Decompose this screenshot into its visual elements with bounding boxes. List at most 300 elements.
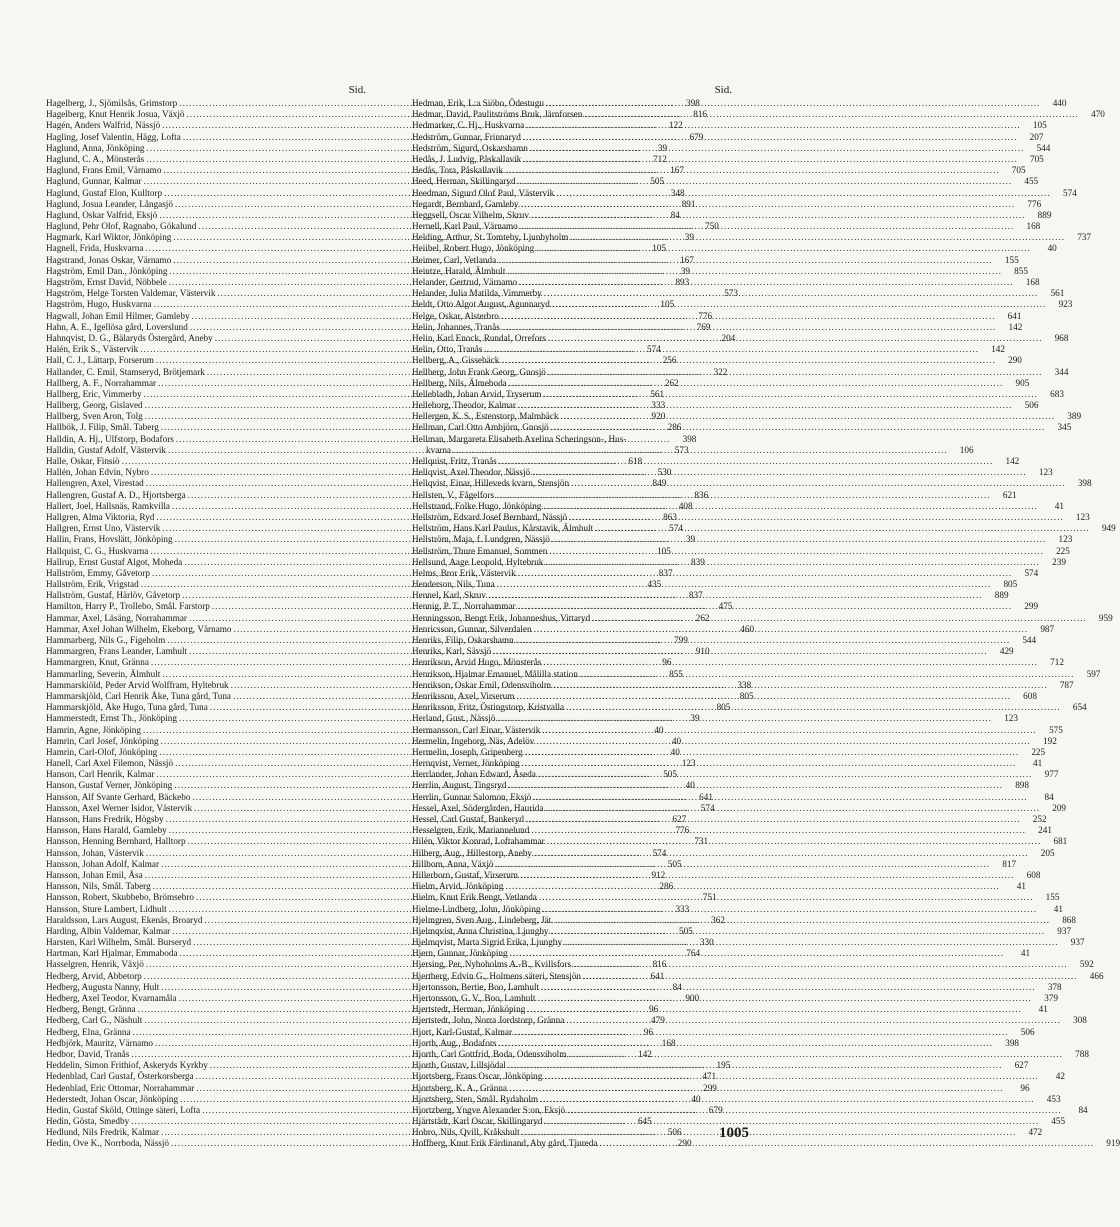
entry-name: Helin, Johannes, Tranås [412,321,500,332]
entry-name: Hedlund, Nils Fredrik, Kalmar [46,1127,160,1138]
entry-name: Haglund, Gustaf Elon, Kulltorp [46,187,163,198]
index-entry [412,1037,1019,1049]
entry-page: 679 [689,131,704,142]
leader-dots [521,154,1020,165]
entry-page: 84 [672,981,682,992]
entry-page: 344 [1054,366,1069,377]
entry-page: 262 [664,377,679,388]
entry-page: 574 [652,847,667,858]
entry-page: 41 [1016,881,1026,892]
leader-dots [517,277,1016,288]
entry-name: Henderson, Nils, Tuna [412,579,495,590]
entry-name: Hammarberg, Nils G., Figeholm [46,635,166,645]
leader-dots [578,669,1077,680]
entry-name: Harsten, Karl Wilhelm, Smål. Burseryd [46,937,192,948]
entry-page: 731 [694,836,709,847]
entry-page: 168 [1026,221,1041,232]
entry-page: 574 [1024,567,1039,578]
entry-page: 39 [680,265,691,276]
leader-dots [598,1138,1097,1149]
entry-name: Hallin, Frans, Hovslätt, Jönköping [46,534,173,545]
leader-dots [543,1116,1042,1127]
entry-name: Hansson, Henning Bernhard, Halltorp [46,836,186,847]
leader-dots [539,982,1038,993]
leader-dots [516,400,1015,411]
entry-name: Henrikson, Arvid Hugo, Mönsterås [412,657,542,668]
entry-name: Haglund, Gunnar, Kalmar [46,176,142,187]
entry-page: 440 [1052,98,1067,108]
index-entry [412,478,1092,489]
leader-dots [532,624,1031,635]
entry-name: Hallström, Emmy, Gåvetorp [46,567,151,578]
index-entry [412,903,1063,915]
entry-name: Hallberg, Sven Aron, Tolg [46,411,143,422]
entry-name: Hedenblad, Eric Ottomar, Norrahammar [46,1082,195,1093]
entry-page: 460 [740,623,755,634]
index-entry [412,511,1090,523]
entry-name: Hagström, Hugo, Huskvarna [46,299,152,310]
entry-page: 751 [702,892,717,903]
entry-name: Haglund, Josua Leander, Långasjö [46,198,173,209]
entry-name: Hjortsberg, Frans Oscar, Jönköping [412,1071,543,1082]
entry-name: Hennel, Karl, Skruv [412,590,486,601]
entry-name: Heintze, Harald, Älmhult [412,265,506,276]
entry-name: Heedman, Sigurd Olof Paul, Västervik [412,187,555,198]
entry-name: Hjelmqvist, Marta Sigrid Erika, Ljungby [412,937,563,948]
entry-name: Hansson, Johan Adolf, Kalmar [46,858,160,869]
entry-name: Henriks, Filip, Oskarshamn [412,635,514,645]
entry-name: Hagström, Emil Dan., Jönköping [46,265,168,276]
entry-name: Henningsson, Bengt Erik, Johanneshus, Vittaryd [412,612,591,623]
entry-name: Helin, Karl Enock, Rundal, Orrefors [412,332,546,343]
leader-dots [491,646,990,657]
leader-dots [506,780,1005,791]
entry-page: 681 [1053,836,1068,847]
entry-page: 41 [1054,500,1064,511]
entry-name: Hallquist, C. G., Huskvarna [46,545,149,556]
entry-page: 123 [1004,713,1018,724]
leader-dots [551,680,1050,691]
entry-page: 893 [675,277,690,287]
entry-name: Hillerborn, Gustaf, Virserum [412,869,518,880]
index-entry [412,467,1053,478]
entry-page: 641 [699,791,713,802]
entry-page: 799 [674,635,688,645]
entry-name: Hartman, Karl Hjalmar, Emmaboda [46,948,178,959]
entry-name: Hamrin, Agne, Jönköping [46,724,141,735]
index-entry [412,221,1041,232]
leader-dots [553,915,1052,926]
entry-name: Helander, Julia Matilda, Vimmerby [412,288,542,299]
entry-page: 574 [646,344,661,355]
entry-page: 286 [659,881,674,892]
entry-name: Hallgren, Ernst Uno, Västervik [46,523,161,534]
entry-name: Hermelin, Joseph, Gripenberg [412,746,523,757]
entry-name: Hagström, Helge Torsten Valdemar, Västervik [46,288,216,299]
entry-page: 40 [1047,243,1057,254]
entry-name: Heed, Herman, Skillingaryd [412,176,516,187]
leader-dots [547,546,1046,557]
entry-name: Hedman, Erik, L:a Siöbo, Ödestugu [412,98,544,108]
entry-name: Hansson, Johan, Västervik [46,847,144,858]
entry-page: 574 [700,802,715,813]
entry-page: 891 [681,198,696,209]
entry-page: 205 [1040,847,1055,858]
entry-name: Hammar, Axel Johan Wilhelm, Ekeborg, Värnamo [46,623,232,634]
leader-dots [543,803,1042,814]
entry-name: Heggsell, Oscar Vilhelm, Skruv [412,209,529,220]
entry-name: Hansson, Nils, Smål. Taberg [46,881,151,892]
index-entry [412,1048,1089,1060]
entry-page: 920 [651,411,666,422]
entry-page: 618 [628,456,643,466]
entry-page: 816 [652,959,667,970]
entry-page: 898 [1015,780,1029,791]
leader-dots [550,534,1049,545]
index-entry [412,646,1014,657]
index-entry [412,758,1043,769]
entry-name: Hjort, Karl-Gustaf, Kalmar [412,1026,513,1037]
index-entry [412,814,1047,825]
entry-page: 239 [1052,556,1066,567]
index-entry [412,769,1059,780]
entry-page: 123 [1075,511,1090,522]
entry-name: Hedström, Sigurd, Oskarshamn [412,142,528,153]
leader-dots [546,333,1045,344]
entry-page: 105 [660,299,675,310]
entry-page: 398 [686,98,700,108]
entry-page: 362 [711,914,725,925]
entry-page: 96 [662,657,672,668]
entry-name: Hjortzberg, Yngve Alexander S:on, Eksjö [412,1104,566,1115]
entry-name: Hagstrand, Jonas Oskar, Värnamo [46,254,172,265]
leader-dots [482,344,981,355]
leader-dots [549,926,1048,937]
entry-name: Hermelin, Ingeborg, Näs, Adelöv [412,735,535,746]
entry-page: 574 [669,523,683,534]
leader-dots [559,411,1058,422]
right-column-header: Sid. [714,84,732,96]
entry-name: Hallberg, Georg, Gislaved [46,400,143,411]
entry-name: Henricsson, Gunnar, Silverdalen [412,623,532,634]
leader-dots [512,1027,1011,1038]
entry-page: 837 [658,567,673,578]
entry-name: Hanell, Carl Axel Filemon, Nässjö [46,758,174,769]
entry-name: Helms, Bror Erik, Västervik [412,567,516,578]
entry-page: 40 [654,724,664,735]
entry-name: Hallrup, Ernst Gustaf Algot, Moheda [46,556,183,567]
entry-page: 923 [1058,299,1073,310]
index-entry [412,321,1023,333]
entry-name: Herland, Gust., Nässjö [412,713,496,724]
entry-page: 937 [1057,925,1072,936]
leader-dots [525,1004,1024,1015]
index-entry [412,299,1073,310]
entry-name: Hansson, Alf Svante Gerhard, Bäckebo [46,791,191,802]
entry-page: 750 [705,221,719,232]
index-entry [412,612,1113,624]
leader-dots [531,792,1030,803]
entry-name: Hedberg, Bengt, Gränna [46,1004,136,1015]
index-entry [412,198,1042,210]
entry-name: Hernell, Karl Paul, Värnamo [412,221,518,232]
index-entry [412,1071,1065,1082]
entry-page: 506 [1024,400,1039,411]
entry-page: 435 [647,579,662,590]
index-entry [412,153,1044,165]
leader-dots [571,959,1070,970]
entry-name: Heddelin, Simon Frithiof, Askeryds Kyrkby [46,1060,208,1071]
entry-page: 705 [1011,165,1026,176]
entry-page: 398 [1077,478,1092,489]
leader-dots [545,836,1044,847]
entry-page: 641 [1007,310,1022,321]
entry-name: Hallander, C. Emil, Stamseryd, Brötjemark [46,366,205,377]
entry-page: 398 [1005,1037,1019,1048]
index-entry [412,937,1085,948]
entry-page: 39 [684,232,694,243]
entry-name: Hessel, Axel, Södergården, Haurida [412,802,544,813]
index-entry [412,724,1063,736]
leader-dots [542,288,1041,299]
entry-name: Hedberg, Elna, Gränna [46,1026,131,1037]
entry-page: 608 [1026,869,1041,880]
entry-page: 41 [1053,903,1063,914]
entry-name: Helge, Oskar, Alsterbro [412,310,499,321]
entry-name: Hedås, Tora, Påskallavik [412,165,504,176]
entry-page: 252 [1032,814,1047,824]
index-entry [412,959,1094,970]
leader-dots [507,378,1006,389]
entry-name: Hilén, Viktor Konrad, Loftahammar [412,836,545,847]
leader-dots [514,635,1013,646]
entry-page: 816 [693,109,707,120]
entry-name: Hedberg, Axel Teodor, Kvarnamåla [46,993,177,1003]
entry-page: 472 [1028,1127,1043,1138]
entry-name: Hedin, Gustaf Sköld, Ottinge säteri, Lofta [46,1104,201,1115]
entry-name: Hellström, Maja, f. Lundgren, Nässjö [412,534,550,545]
entry-page: 889 [1037,209,1052,220]
entry-name: Hedenblad, Carl Gustaf, Österkorsberga [46,1071,194,1082]
leader-dots [495,579,994,590]
leader-dots [519,199,1018,210]
entry-name: Hammarling, Severin, Älmhult [46,668,161,679]
entry-page: 475 [718,601,733,612]
entry-page: 398 [682,433,697,444]
entry-page: 225 [1031,746,1046,757]
leader-dots [529,210,1028,221]
entry-name: Hammargren, Knut, Gränna [46,657,149,668]
entry-page: 168 [1025,277,1040,287]
index-entry [412,601,1039,612]
entry-page: 959 [1098,612,1113,623]
index-entry [412,254,1019,266]
entry-name: Hallström, Gustaf, Härlöv, Gåvetorp [46,590,181,601]
entry-name: Hederstedt, Johan Oscar, Jönköping [46,1093,179,1104]
entry-page: 105 [1032,120,1047,131]
index-entry [412,120,1047,131]
entry-page: 905 [1015,377,1030,388]
entry-page: 608 [1023,690,1037,701]
entry-name: Hedberg, Arvid, Abbetorp [46,970,142,981]
entry-page: 96 [648,1004,659,1015]
entry-page: 575 [1049,724,1063,735]
entry-name: Hennig, P. T., Norrahammar [412,601,516,612]
leader-dots [494,490,993,501]
entry-page: 96 [1020,1082,1030,1093]
index-entry [412,869,1041,881]
entry-page: 788 [1075,1048,1089,1059]
entry-name: Hellberg, Nils, Älmeboda [412,377,507,388]
index-entry [412,970,1104,982]
index-entry [412,444,974,456]
entry-name: Hielme-Lindberg, John, Jönköping [412,903,541,914]
entry-page: 167 [680,254,694,265]
entry-name: Hellergen, K. S., Estenstorp, Malmbäck [412,411,559,422]
entry-name: Hallberg, A. F., Norrahammar [46,377,157,388]
leader-dots [593,523,1092,534]
entry-name: Hanson, Carl Henrik, Kalmar [46,769,155,780]
entry-name: Haglund, Anna, Jönköping [46,142,145,153]
entry-page: 654 [1072,702,1087,713]
entry-name: Hesselgren, Erik, Mariannelund [412,825,530,836]
leader-dots [499,355,998,366]
entry-name: Hammerstedt, Ernst Th., Jönköping [46,713,177,724]
index-entry [412,836,1068,847]
index-entry [412,791,1054,803]
entry-name: Hjertberg, Edvin G., Holmens säteri, Stensjön [412,970,582,981]
entry-page: 322 [713,366,728,377]
leader-dots [505,266,1004,277]
entry-name: Hallengren, Gustaf A. D., Hjortsberga [46,489,186,500]
index-entry [412,344,1005,355]
entry-name: Hansson, Hans Harald, Gamleby [46,825,167,836]
entry-name: Haglund, Frans Emil, Värnamo [46,165,162,176]
entry-name: Hilberg, Aug., Hillestorp, Aneby [412,847,533,858]
index-entry [412,489,1017,501]
entry-page: 455 [1024,176,1039,187]
index-entry [412,310,1022,322]
entry-page: 40 [671,735,682,746]
entry-name: Hjern, Gunnar, Jönköping [412,948,508,959]
entry-name: Hedin, Ove K., Norrboda, Nässjö [46,1138,169,1149]
entry-name: Hermansson, Carl Einar, Västervik [412,724,541,735]
entry-page: 889 [994,590,1009,601]
leader-dots [451,445,950,456]
index-entry [412,1093,1061,1105]
leader-dots [532,848,1031,859]
entry-page: 41 [1033,758,1043,769]
entry-name: Hagelberg, J., Sjömilsås, Grimstorp [46,98,178,108]
entry-name: Hellberg, A., Gissebäck [412,355,500,366]
index-entry [412,332,1069,344]
leader-dots [524,814,1023,825]
leader-dots [566,1049,1065,1060]
entry-page: 408 [678,500,693,511]
leader-dots [541,657,1040,668]
entry-page: 105 [657,545,671,556]
entry-page: 241 [1038,825,1052,836]
entry-name: Hansson, Axel Werner Isidor, Västervik [46,802,193,813]
entry-page: 470 [1091,109,1105,120]
entry-name: Hallengren, Axel, Virestad [46,478,144,489]
entry-name: Haraldsson, Lars August, Ekenäs, Broaryd [46,914,203,925]
index-entry [412,1082,1030,1094]
entry-name: kvarna [426,444,451,455]
leader-dots [536,769,1035,780]
entry-page: 429 [999,646,1014,657]
index-entry [412,668,1101,680]
entry-page: 849 [652,478,667,489]
entry-name: Hernqvist, Verner, Jönköping [412,758,520,769]
entry-name: Heiibel, Robert Hugo, Jönköping [412,243,535,254]
index-entry [412,456,1020,467]
entry-page: 506 [1020,1026,1035,1037]
index-entry [412,702,1087,713]
entry-page: 505 [667,858,682,869]
entry-name: Hansson, Robert, Skubbebo, Brömsebro [46,892,195,903]
entry-name: Helleborg, Theodor, Kalmar [412,400,516,411]
entry-page: 900 [685,993,700,1003]
entry-page: 41 [1020,948,1031,959]
index-entry [412,590,1009,601]
leader-dots [590,613,1089,624]
leader-dots [521,132,1020,143]
leader-dots [554,188,1053,199]
entry-name: Hagnell, Frida, Huskvarna [46,243,144,254]
index-entry [412,858,1017,870]
entry-page: 937 [1070,937,1085,948]
entry-page: 573 [674,444,689,455]
entry-page: 192 [1043,735,1057,746]
leader-dots [523,747,1022,758]
entry-page: 868 [1062,914,1076,925]
entry-page: 142 [1005,456,1020,466]
entry-page: 40 [685,780,695,791]
entry-page: 286 [667,422,682,433]
leader-dots [496,255,995,266]
index-entry [412,556,1066,568]
index-entry [412,377,1030,389]
entry-page: 912 [651,869,666,880]
leader-dots [567,512,1066,523]
leader-dots [494,859,993,870]
entry-name: Halldin, Gustaf Adolf, Västervik [46,444,167,455]
leader-dots [565,1105,1064,1116]
index-entry [412,981,1062,993]
entry-page: 122 [668,120,683,131]
entry-page: 776 [698,310,713,321]
leader-dots [499,311,998,322]
entry-page: 389 [1067,411,1082,422]
entry-name: Hallgren, Alma Viktoria, Ryd [46,511,155,522]
entry-page: 561 [650,388,665,399]
entry-name: Hansson, Sture Lambert, Lidhult [46,903,167,914]
entry-page: 40 [691,1093,701,1104]
index-entry [412,735,1057,747]
entry-page: 837 [688,590,703,601]
entry-page: 333 [651,400,666,411]
entry-name: Herrlin, Gunnar Salomon, Eksjö [412,791,532,802]
entry-page: 544 [1036,142,1051,153]
entry-name: Hellström, Hans Karl Paulus, Kårstavik, Älmhult [412,523,594,534]
leader-dots [520,1127,1019,1138]
entry-name: Hallström, Erik, Vrigstad [46,579,139,590]
entry-name: Henrikson, Oskar Emil, Odensviholm [412,679,552,690]
entry-page: 679 [708,1104,723,1115]
entry-name: Hellquist, Fritz, Tranås [412,456,497,466]
entry-page: 855 [1014,265,1028,276]
